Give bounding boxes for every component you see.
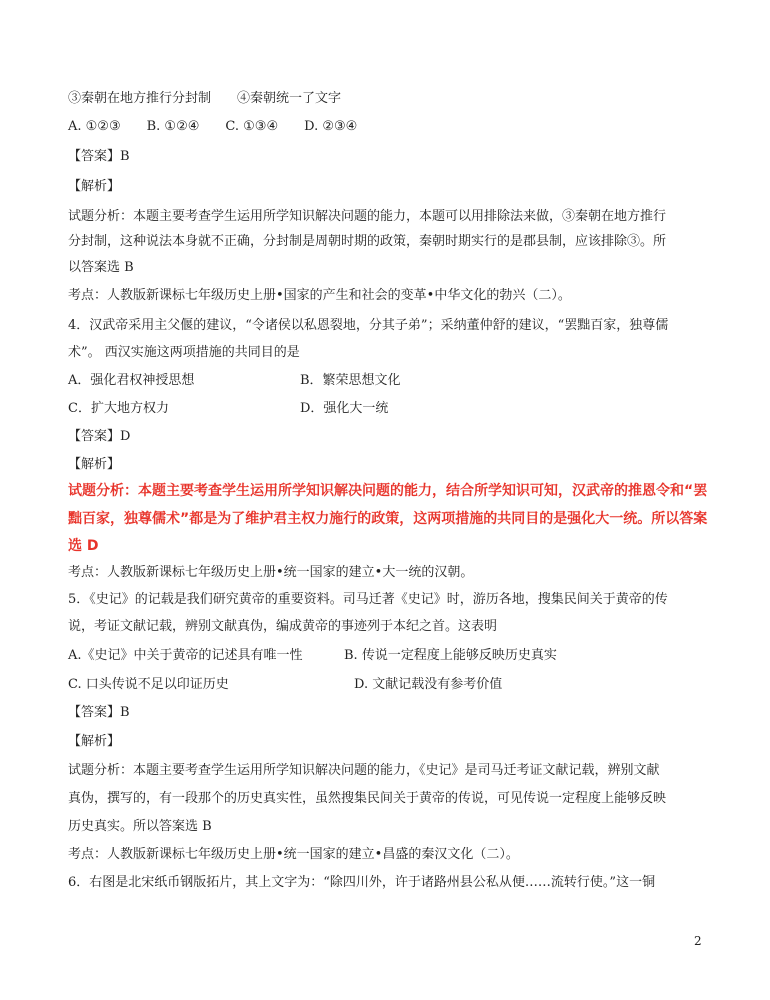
q4-options-row1	[68, 372, 401, 390]
q5-question: 说，考证文献记载，辨别文献真伪，编成黄帝的事迹列于本纪之首。这表明	[68, 619, 498, 634]
q5-analysis-text: 真伪，撰写的，有一段那个的历史真实性，虽然搜集民间关于黄帝的传说，可见传说一定程度上能够反映	[68, 791, 667, 806]
q4-option-a: A．强化君权神授思想	[68, 373, 195, 388]
q4-options-row2	[68, 400, 388, 418]
q5-options-row1	[68, 647, 557, 665]
q5-option-a: A.《史记》中关于黄帝的记述具有唯一性	[68, 648, 303, 663]
q5-analysis-text: 历史真实。所以答案选 B	[68, 819, 212, 834]
q3-option-line: ③秦朝在地方推行分封制 ④秦朝统一了文字	[68, 91, 342, 106]
q5-option-b: B. 传说一定程度上能够反映历史真实	[344, 648, 557, 663]
q3-analysis-text: 试题分析：本题主要考查学生运用所学知识解决问题的能力，本题可以用排除法来做，③秦朝在地方推行	[68, 209, 667, 224]
q4-option-c: C．扩大地方权力	[68, 401, 169, 416]
q4-question: 4．汉武帝采用主父偃的建议，“令诸侯以私恩裂地，分其子弟”；采纳董仲舒的建议，“罢黜百家，独尊儒	[68, 318, 669, 333]
q3-analysis-text: 以答案选 B	[68, 260, 134, 275]
q5-option-d: D. 文献记载没有参考价值	[354, 677, 503, 692]
q5-options-row2	[68, 676, 502, 694]
q3-analysis-text: 分封制，这种说法本身就不正确，分封制是周朝时期的政策，秦朝时期实行的是郡县制，应该排除③。所	[68, 234, 667, 249]
q4-analysis-highlight: 黜百家，独尊儒术”都是为了维护君主权力施行的政策，这两项措施的共同目的是强化大一统。所以答案	[68, 511, 708, 527]
q4-analysis-highlight: 试题分析：本题主要考查学生运用所学知识解决问题的能力，结合所学知识可知，汉武帝的推恩令和“罢	[68, 483, 708, 499]
q6-question: 6．右图是北宋纸币钢版拓片，其上文字为：“除四川外，许于诸路州县公私从便……流转行使。”这一铜	[68, 875, 656, 890]
q4-question: 术”。 西汉实施这两项措施的共同目的是	[68, 345, 300, 360]
q4-answer: 【答案】D	[68, 429, 131, 444]
q5-analysis-text: 试题分析：本题主要考查学生运用所学知识解决问题的能力，《史记》是司马迁考证文献记载，辨别文献	[68, 763, 660, 778]
q3-knowledge-point: 考点：人教版新课标七年级历史上册•国家的产生和社会的变革•中华文化的勃兴（二）。	[68, 288, 571, 303]
q5-answer: 【答案】B	[68, 705, 130, 720]
q4-option-b: B．繁荣思想文化	[300, 373, 401, 388]
q3-answer: 【答案】B	[68, 149, 130, 164]
q5-question: 5．《史记》的记载是我们研究黄帝的重要资料。司马迁著《史记》时，游历各地，搜集民间关于黄帝的传	[68, 592, 668, 607]
q4-analysis-heading: 【解析】	[68, 457, 121, 472]
q5-knowledge-point: 考点：人教版新课标七年级历史上册•统一国家的建立•昌盛的秦汉文化（二）。	[68, 847, 519, 862]
page-number: 2	[694, 934, 702, 948]
q5-analysis-heading: 【解析】	[68, 734, 121, 749]
q4-analysis-highlight: 选 D	[68, 538, 99, 554]
q4-knowledge-point: 考点：人教版新课标七年级历史上册•统一国家的建立•大一统的汉朝。	[68, 565, 474, 580]
q3-analysis-heading: 【解析】	[68, 179, 121, 194]
q5-option-c: C. 口头传说不足以印证历史	[68, 677, 229, 692]
q4-option-d: D．强化大一统	[300, 401, 389, 416]
q3-choices: A. ①②③ B. ①②④ C. ①③④ D. ②③④	[68, 119, 358, 134]
